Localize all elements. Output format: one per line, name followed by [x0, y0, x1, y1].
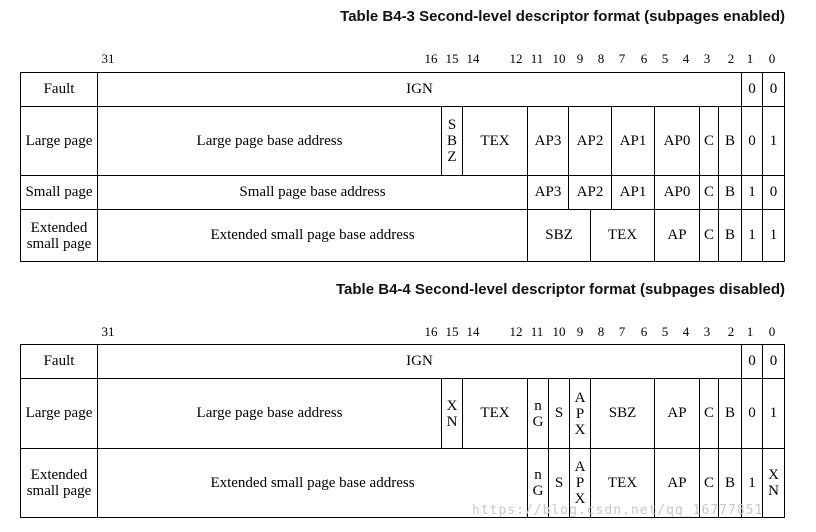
field-s: S	[548, 378, 570, 449]
field-n-g: n G	[527, 378, 549, 449]
field-tex: TEX	[590, 448, 655, 518]
field-ign: IGN	[97, 344, 742, 379]
field-ign: IGN	[97, 72, 742, 107]
field-ap: AP	[654, 378, 700, 449]
field-tex: TEX	[462, 378, 528, 449]
bit-number-16: 16	[424, 51, 438, 66]
field-sbz: SBZ	[590, 378, 655, 449]
field-n-g: n G	[527, 448, 549, 518]
bit-number-11: 11	[530, 51, 544, 66]
field-ap3: AP3	[527, 175, 569, 210]
bit-number-0: 0	[768, 324, 776, 339]
bit-number-4: 4	[682, 324, 690, 339]
field-0: 0	[762, 72, 785, 107]
field-0: 0	[741, 72, 763, 107]
field-1: 1	[741, 209, 763, 262]
field-b: B	[718, 378, 742, 449]
bit-number-8: 8	[597, 51, 605, 66]
row-label-large-page: Large page	[20, 378, 98, 449]
bit-number-12: 12	[509, 324, 523, 339]
bit-number-31: 31	[101, 51, 115, 66]
field-tex: TEX	[590, 209, 655, 262]
field-a-p-x: A P X	[569, 378, 591, 449]
bit-number-1: 1	[746, 51, 754, 66]
row-label-small-page: Small page	[20, 175, 98, 210]
field-c: C	[699, 209, 719, 262]
bit-number-10: 10	[552, 51, 566, 66]
field-ap0: AP0	[654, 106, 700, 176]
field-b: B	[718, 209, 742, 262]
bit-number-9: 9	[576, 324, 584, 339]
field-0: 0	[741, 378, 763, 449]
field-0: 0	[741, 344, 763, 379]
bit-number-12: 12	[509, 51, 523, 66]
field-1: 1	[741, 175, 763, 210]
field-ap2: AP2	[568, 175, 612, 210]
field-x-n: X N	[762, 448, 785, 518]
field-c: C	[699, 106, 719, 176]
field-s: S	[548, 448, 570, 518]
field-1: 1	[762, 378, 785, 449]
bit-number-15: 15	[445, 51, 459, 66]
field-b: B	[718, 448, 742, 518]
bit-number-7: 7	[618, 51, 626, 66]
row-label-extended-small-page: Extended small page	[20, 448, 98, 518]
field-extended-small-page-base-address: Extended small page base address	[97, 209, 528, 262]
bit-number-16: 16	[424, 324, 438, 339]
field-ap1: AP1	[611, 175, 655, 210]
bit-number-1: 1	[746, 324, 754, 339]
field-s-b-z: S B Z	[441, 106, 463, 176]
field-x-n: X N	[441, 378, 463, 449]
bit-number-9: 9	[576, 51, 584, 66]
field-ap3: AP3	[527, 106, 569, 176]
field-b: B	[718, 106, 742, 176]
field-large-page-base-address: Large page base address	[97, 106, 442, 176]
field-ap: AP	[654, 448, 700, 518]
field-small-page-base-address: Small page base address	[97, 175, 528, 210]
field-1: 1	[762, 106, 785, 176]
field-c: C	[699, 378, 719, 449]
field-0: 0	[762, 344, 785, 379]
bit-number-5: 5	[661, 324, 669, 339]
table-title: Table B4-4 Second-level descriptor format (subpages disabled)	[336, 281, 785, 298]
bit-number-5: 5	[661, 51, 669, 66]
row-label-extended-small-page: Extended small page	[20, 209, 98, 262]
field-ap1: AP1	[611, 106, 655, 176]
bit-number-10: 10	[552, 324, 566, 339]
bit-number-0: 0	[768, 51, 776, 66]
bit-number-6: 6	[640, 324, 648, 339]
field-tex: TEX	[462, 106, 528, 176]
watermark: https://blog.csdn.net/qq_16777851	[472, 503, 764, 518]
bit-number-11: 11	[530, 324, 544, 339]
field-b: B	[718, 175, 742, 210]
bit-number-14: 14	[466, 324, 480, 339]
row-label-fault: Fault	[20, 344, 98, 379]
field-ap: AP	[654, 209, 700, 262]
field-1: 1	[741, 448, 763, 518]
bit-number-15: 15	[445, 324, 459, 339]
field-0: 0	[762, 175, 785, 210]
field-large-page-base-address: Large page base address	[97, 378, 442, 449]
bit-number-31: 31	[101, 324, 115, 339]
field-ap0: AP0	[654, 175, 700, 210]
field-c: C	[699, 448, 719, 518]
bit-number-14: 14	[466, 51, 480, 66]
field-c: C	[699, 175, 719, 210]
bit-number-3: 3	[703, 51, 711, 66]
table-title: Table B4-3 Second-level descriptor format (subpages enabled)	[340, 8, 785, 25]
row-label-fault: Fault	[20, 72, 98, 107]
bit-number-4: 4	[682, 51, 690, 66]
row-label-large-page: Large page	[20, 106, 98, 176]
field-sbz: SBZ	[527, 209, 591, 262]
field-0: 0	[741, 106, 763, 176]
field-ap2: AP2	[568, 106, 612, 176]
field-1: 1	[762, 209, 785, 262]
field-extended-small-page-base-address: Extended small page base address	[97, 448, 528, 518]
bit-number-6: 6	[640, 51, 648, 66]
bit-number-3: 3	[703, 324, 711, 339]
bit-number-7: 7	[618, 324, 626, 339]
bit-number-2: 2	[727, 51, 735, 66]
bit-number-2: 2	[727, 324, 735, 339]
bit-number-8: 8	[597, 324, 605, 339]
field-a-p-x: A P X	[569, 448, 591, 518]
